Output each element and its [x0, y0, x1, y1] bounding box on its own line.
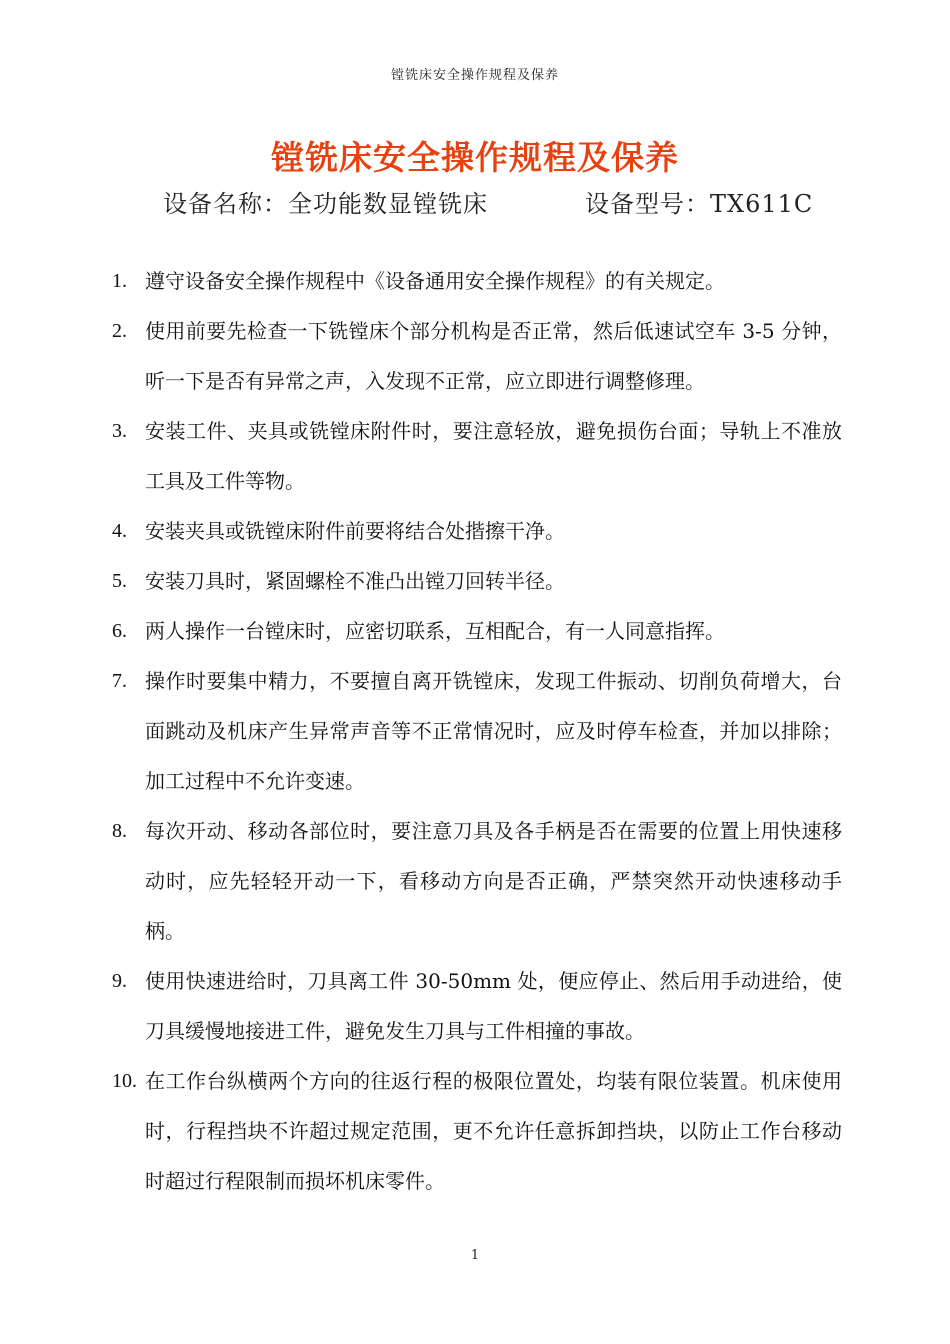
rule-item	[112, 606, 842, 656]
rule-item	[112, 306, 842, 406]
rule-text: 安装工件、夹具或铣镗床附件时，要注意轻放，避免损伤台面；导轨上不准放工具及工件等物。	[145, 419, 842, 493]
rule-item	[112, 556, 842, 606]
equipment-info	[163, 184, 863, 219]
rule-item	[112, 1056, 842, 1206]
rule-number: 3.	[112, 420, 127, 442]
rule-number: 2.	[112, 320, 127, 342]
rule-number: 6.	[112, 620, 127, 642]
rule-number: 7.	[112, 670, 127, 692]
rule-text: 两人操作一台镗床时，应密切联系，互相配合，有一人同意指挥。	[145, 619, 725, 643]
rule-item	[112, 956, 842, 1056]
rule-item	[112, 256, 842, 306]
rule-number: 9.	[112, 970, 127, 992]
rule-text: 操作时要集中精力，不要擅自离开铣镗床，发现工件振动、切削负荷增大，台面跳动及机床产生异常声音等不正常情况时，应及时停车检查，并加以排除；加工过程中不允许变速。	[145, 669, 842, 793]
rule-text: 安装夹具或铣镗床附件前要将结合处揩擦干净。	[145, 519, 565, 543]
rules-list	[112, 256, 842, 1206]
equipment-model: 设备型号：TX611C	[585, 190, 814, 218]
rule-number: 8.	[112, 820, 127, 842]
running-header: 镗铣床安全操作规程及保养	[390, 68, 559, 83]
equipment-name: 设备名称：全功能数显镗铣床	[163, 190, 488, 218]
rule-item	[112, 506, 842, 556]
rule-text: 遵守设备安全操作规程中《设备通用安全操作规程》的有关规定。	[145, 269, 725, 293]
rule-item	[112, 806, 842, 956]
rule-text: 每次开动、移动各部位时，要注意刀具及各手柄是否在需要的位置上用快速移动时，应先轻轻开动一下，看移动方向是否正确，严禁突然开动快速移动手柄。	[145, 819, 842, 943]
rule-item	[112, 656, 842, 806]
rule-text: 在工作台纵横两个方向的往返行程的极限位置处，均装有限位装置。机床使用时，行程挡块不许超过规定范围，更不允许任意拆卸挡块，以防止工作台移动时超过行程限制而损坏机床零件。	[145, 1069, 842, 1193]
page-number: 1	[470, 1248, 480, 1263]
rule-text: 安装刀具时，紧固螺栓不准凸出镗刀回转半径。	[145, 569, 565, 593]
rule-text: 使用前要先检查一下铣镗床个部分机构是否正常，然后低速试空车 3-5 分钟，听一下是否有异常之声，入发现不正常，应立即进行调整修理。	[145, 319, 842, 393]
rule-number: 1.	[112, 270, 127, 292]
rule-number: 4.	[112, 520, 127, 542]
document-title: 镗铣床安全操作规程及保养	[271, 138, 679, 177]
rule-text: 使用快速进给时，刀具离工件 30-50mm 处，便应停止、然后用手动进给，使刀具缓慢地接进工件，避免发生刀具与工件相撞的事故。	[145, 969, 842, 1043]
rule-number: 10.	[112, 1070, 137, 1092]
rule-number: 5.	[112, 570, 127, 592]
rule-item	[112, 406, 842, 506]
